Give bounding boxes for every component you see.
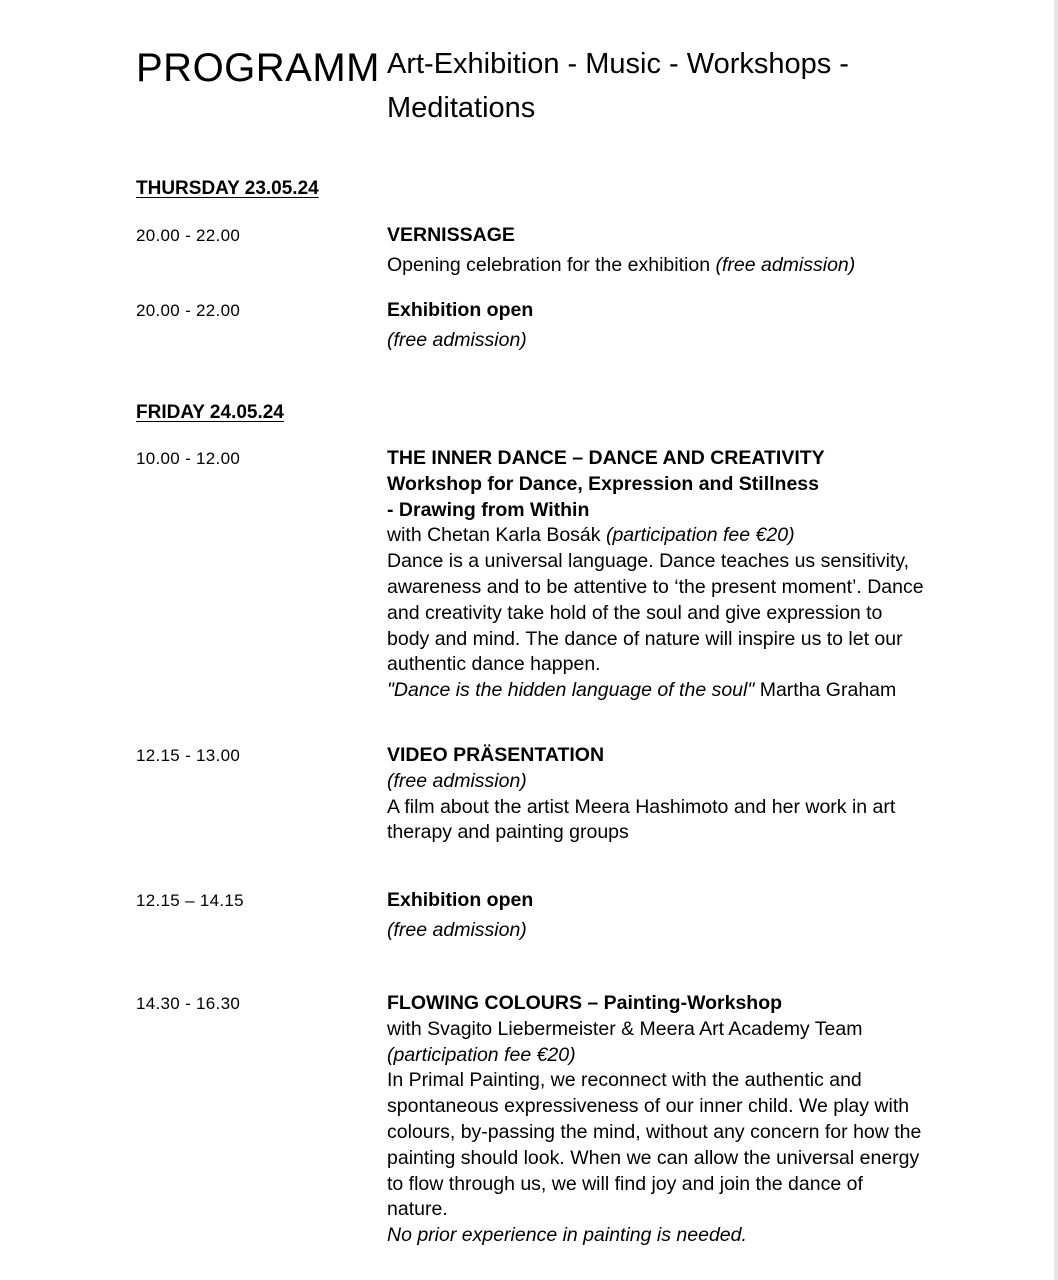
event-admission-note: (free admission) [387, 769, 527, 792]
quote-author: Martha Graham [754, 679, 897, 702]
event-admission-note: (free admission) [387, 328, 527, 351]
event-description: A film about the artist Meera Hashimoto and her work in art therapy and painting groups [387, 795, 896, 844]
event-title: THE INNER DANCE – DANCE AND CREATIVITY [387, 447, 825, 469]
event-quote [387, 678, 927, 704]
event-description: Dance is a universal language. Dance teaches us sensitivity, awareness and to be attentive to ‘the present moment’. Dance and creativity take hold of the soul and give expression to body and mind. The dance of nature will inspire us to let our authentic dance happen. [387, 550, 924, 676]
event-fee: (participation fee €20) [387, 1043, 576, 1066]
page-edge-divider [1054, 0, 1058, 1280]
day-heading-friday: FRIDAY 24.05.24 [136, 402, 284, 423]
event-content [387, 298, 927, 354]
event-subtitle: Workshop for Dance, Expression and Stillness - Drawing from Within [387, 472, 819, 521]
event-description: In Primal Painting, we reconnect with the authentic and spontaneous expressiveness of our inner child. We play with colours, by-passing the mind, without any concern for how the painting should look. When we can allow the universal energy to flow through us, we will find joy and join the dance of nature. [387, 1069, 922, 1221]
event-time: 12.15 – 14.15 [136, 891, 244, 910]
event-content [387, 888, 927, 944]
event-time: 20.00 - 22.00 [136, 226, 241, 245]
event-host: with Svagito Liebermeister & Meera Art Academy Team [387, 1017, 863, 1040]
event-admission-note: (free admission) [715, 253, 856, 276]
event-footer-note: No prior experience in painting is needed. [387, 1224, 747, 1247]
event-title: VIDEO PRÄSENTATION [387, 744, 605, 766]
event-title: Exhibition open [387, 299, 534, 321]
event-title: FLOWING COLOURS – Painting-Workshop [387, 992, 783, 1014]
event-description [387, 253, 927, 279]
event-description-text: Opening celebration for the exhibition [387, 253, 716, 276]
event-fee: (participation fee €20) [605, 524, 795, 547]
quote-text: "Dance is the hidden language of the soul" [387, 679, 755, 702]
event-host [387, 523, 927, 549]
event-content [387, 991, 927, 1249]
event-title: Exhibition open [387, 889, 534, 911]
event-content [387, 446, 927, 704]
page-title: PROGRAMM [136, 46, 380, 90]
day-heading-thursday: THURSDAY 23.05.24 [136, 178, 319, 199]
event-title: VERNISSAGE [387, 224, 515, 246]
event-time: 12.15 - 13.00 [136, 746, 241, 765]
event-admission-note: (free admission) [387, 918, 527, 941]
event-time: 20.00 - 22.00 [136, 301, 241, 320]
page-subtitle: Art-Exhibition - Music - Workshops - Meditations [387, 48, 849, 124]
event-host-text: with Chetan Karla Bosák [387, 524, 606, 547]
event-content [387, 743, 927, 846]
event-time: 14.30 - 16.30 [136, 994, 241, 1013]
event-content [387, 223, 927, 279]
event-time: 10.00 - 12.00 [136, 449, 241, 468]
